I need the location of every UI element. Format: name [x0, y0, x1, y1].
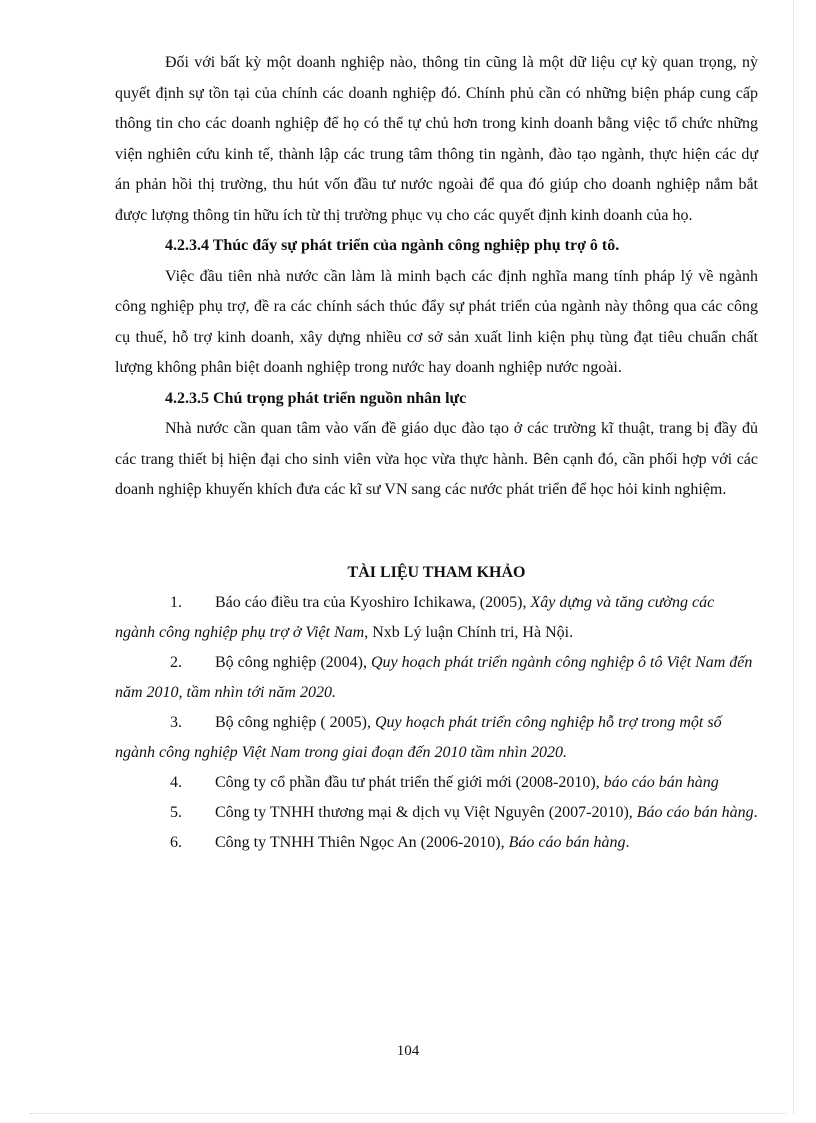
- reference-item: [115, 768, 758, 798]
- reference-text: Bộ công nghiệp (2004),: [215, 654, 371, 671]
- reference-text: Công ty TNHH Thiên Ngọc An (2006-2010),: [215, 834, 509, 851]
- reference-text: Bộ công nghiệp ( 2005),: [215, 714, 375, 731]
- section-heading: 4.2.3.4 Thúc đẩy sự phát triển của ngành công nghiệp phụ trợ ô tô.: [165, 237, 620, 254]
- reference-title-italic: Quy hoạch phát triển ngành công nghiệp ô tô Việt Nam đến năm 2010, tầm nhìn tới năm 2020.: [115, 654, 753, 701]
- reference-item: [115, 588, 758, 648]
- reference-number: 6.: [170, 834, 182, 851]
- reference-title-italic: Báo cáo bán hàng: [636, 804, 754, 821]
- document-page: [115, 48, 758, 858]
- body-paragraph: Đối với bất kỳ một doanh nghiệp nào, thông tin cũng là một dữ liệu cự kỳ quan trọng, nỳ quyết định sự tồn tại của chính các doanh nghiệp đó. Chính phủ cần có những biện pháp cung cấp thông tin cho các doanh nghiệp để họ có thể tự chủ hơn trong kinh doanh bằng việc tổ chức những viện nghiên cứu kinh tế, thành lập các trung tâm thông tin ngành, đào tạo ngành, thực hiện các dự án phản hồi thị trường, thu hút vốn đầu tư nước ngoài để qua đó giúp cho doanh nghiệp nắm bắt được lượng thông tin hữu ích từ thị trường phục vụ cho các quyết định kinh doanh của họ.: [115, 54, 758, 224]
- reference-item: [115, 798, 758, 828]
- reference-item: [115, 648, 758, 708]
- page-bottom-border: [30, 1113, 786, 1114]
- reference-title-italic: báo cáo bán hàng: [603, 774, 719, 791]
- reference-title-italic: Quy hoạch phát triển công nghiệp hỗ trợ trong một số ngành công nghiệp Việt Nam trong giai đoạn đến 2010 tầm nhìn 2020.: [115, 714, 722, 761]
- reference-number: 2.: [170, 654, 182, 671]
- page-right-border: [793, 0, 794, 1113]
- page-number: 104: [396, 1043, 420, 1059]
- reference-number: 1.: [170, 594, 182, 611]
- reference-title-italic: Xây dựng và tăng cường các ngành công nghiệp phụ trợ ở Việt Nam: [115, 594, 715, 641]
- reference-number: 3.: [170, 714, 182, 731]
- reference-text-tail: , Nxb Lý luận Chính tri, Hà Nội.: [364, 624, 574, 641]
- reference-text: Công ty TNHH thương mại & dịch vụ Việt Nguyên (2007-2010),: [215, 804, 637, 821]
- section-heading: 4.2.3.5 Chú trọng phát triển nguồn nhân lực: [165, 389, 467, 407]
- reference-text: Báo cáo điều tra của Kyoshiro Ichikawa, (2005),: [215, 594, 531, 611]
- reference-number: 4.: [170, 774, 182, 791]
- reference-item: [115, 708, 758, 768]
- reference-text-tail: .: [625, 834, 630, 851]
- reference-title-italic: Báo cáo bán hàng: [508, 834, 626, 851]
- reference-list: [115, 588, 758, 858]
- reference-item: [115, 828, 758, 858]
- body-paragraph: Việc đầu tiên nhà nước cần làm là minh bạch các định nghĩa mang tính pháp lý về ngành công nghiệp phụ trợ, đề ra các chính sách thúc đẩy sự phát triển của ngành này thông qua các công cụ thuế, hỗ trợ kinh doanh, xây dựng nhiều cơ sở sản xuất linh kiện phụ tùng đạt tiêu chuẩn chất lượng không phân biệt doanh nghiệp trong nước hay doanh nghiệp nước ngoài.: [115, 267, 758, 376]
- reference-text-tail: .: [753, 804, 758, 821]
- reference-text: Công ty cổ phần đầu tư phát triển thế giới mới (2008-2010),: [215, 774, 604, 791]
- reference-number: 5.: [170, 804, 182, 821]
- references-title: TÀI LIỆU THAM KHẢO: [347, 563, 526, 581]
- body-paragraph: Nhà nước cần quan tâm vào vấn đề giáo dục đào tạo ở các trường kĩ thuật, trang bị đầy đủ các trang thiết bị hiện đại cho sinh viên vừa học vừa thực hành. Bên cạnh đó, cần phối hợp với các doanh nghiệp khuyến khích đưa các kĩ sư VN sang các nước phát triển để học hỏi kinh nghiệm.: [115, 420, 758, 498]
